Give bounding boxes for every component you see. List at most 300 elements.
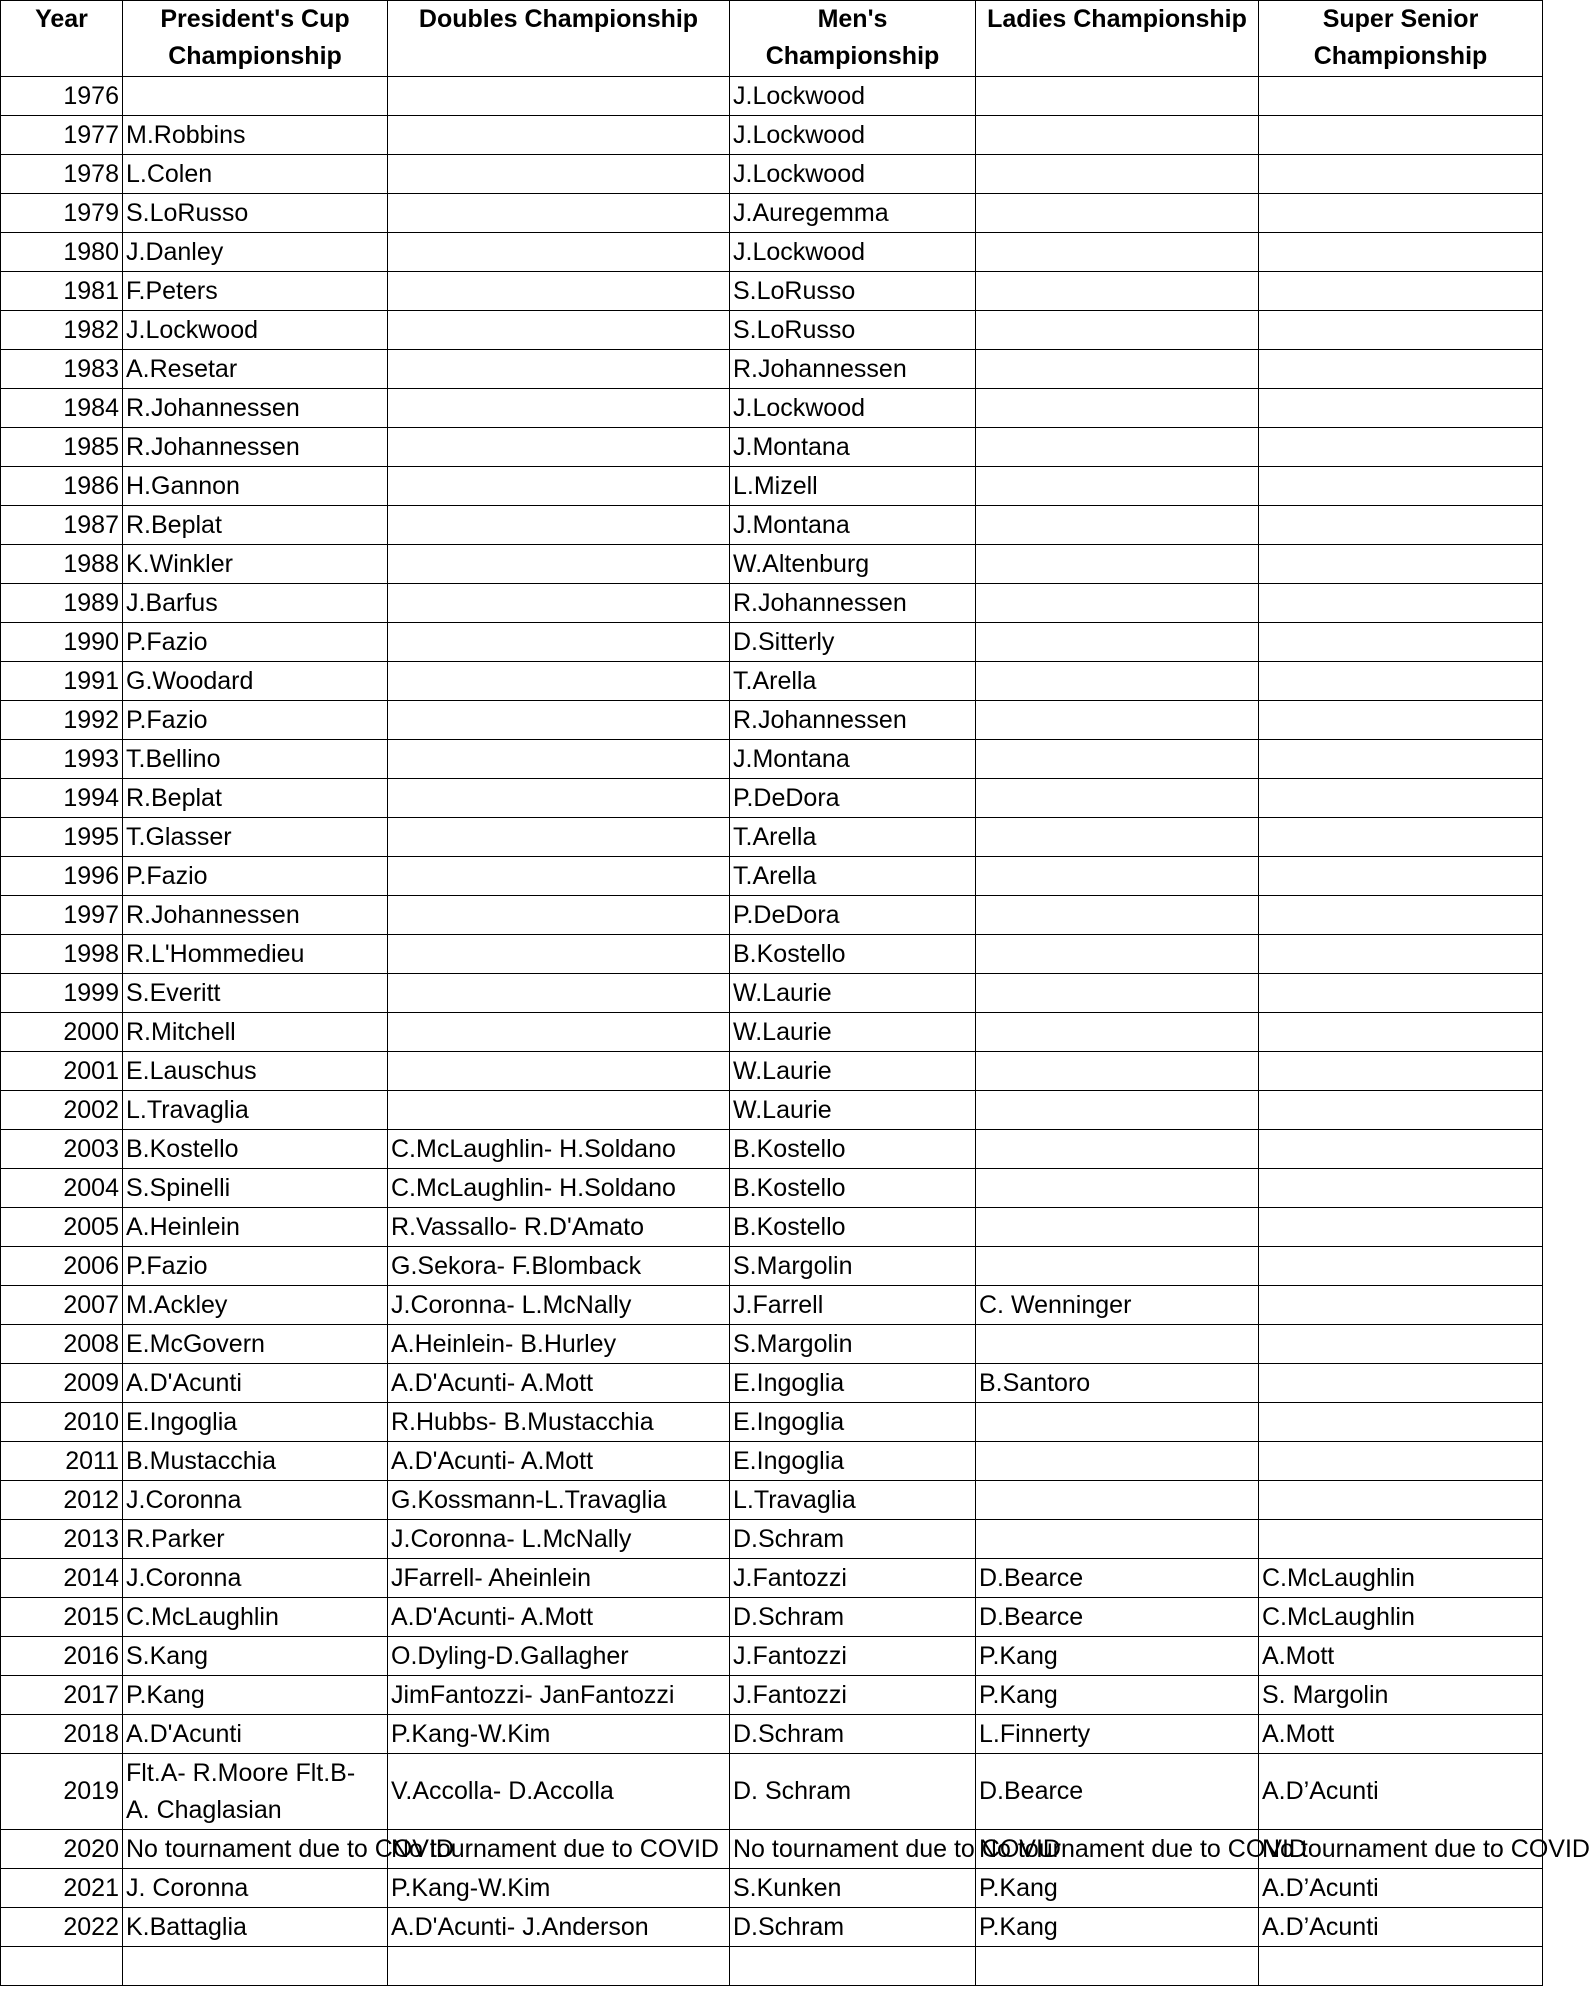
super-senior-cell (1259, 974, 1543, 1013)
super-senior-cell (1259, 740, 1543, 779)
super-senior-cell (1259, 779, 1543, 818)
mens-cell: No tournament due to COVID (730, 1830, 976, 1869)
table-row (1, 779, 1543, 818)
mens-cell: W.Altenburg (730, 545, 976, 584)
table-row (1, 1676, 1543, 1715)
table-row (1, 1869, 1543, 1908)
ladies-cell: No tournament due to COVID (976, 1830, 1259, 1869)
presidents-cup-cell: R.Parker (123, 1520, 388, 1559)
year-cell: 1977 (1, 116, 123, 155)
header-year: Year (1, 1, 123, 77)
table-row (1, 1715, 1543, 1754)
doubles-cell: A.D'Acunti- A.Mott (388, 1598, 730, 1637)
presidents-cup-cell: S.Everitt (123, 974, 388, 1013)
super-senior-cell (1259, 662, 1543, 701)
ladies-cell (976, 935, 1259, 974)
mens-cell: J.Lockwood (730, 389, 976, 428)
ladies-cell (976, 1208, 1259, 1247)
mens-cell: J.Montana (730, 506, 976, 545)
mens-cell: J.Lockwood (730, 233, 976, 272)
table-row (1, 1442, 1543, 1481)
super-senior-cell: A.D’Acunti (1259, 1908, 1543, 1947)
ladies-cell (976, 857, 1259, 896)
table-row (1, 896, 1543, 935)
mens-cell: J.Fantozzi (730, 1637, 976, 1676)
table-row (1, 1908, 1543, 1947)
ladies-cell (976, 1091, 1259, 1130)
table-row (1, 1559, 1543, 1598)
doubles-cell (388, 1091, 730, 1130)
doubles-cell (388, 77, 730, 116)
table-row (1, 1091, 1543, 1130)
ladies-cell (976, 389, 1259, 428)
doubles-cell: A.Heinlein- B.Hurley (388, 1325, 730, 1364)
doubles-cell: V.Accolla- D.Accolla (388, 1754, 730, 1830)
presidents-cup-cell: A.D'Acunti (123, 1715, 388, 1754)
table-row (1, 155, 1543, 194)
year-cell: 2013 (1, 1520, 123, 1559)
empty-row (1, 1947, 1543, 1986)
year-cell: 1984 (1, 389, 123, 428)
super-senior-cell (1259, 818, 1543, 857)
table-row (1, 428, 1543, 467)
ladies-cell (976, 584, 1259, 623)
presidents-cup-cell: M.Ackley (123, 1286, 388, 1325)
ladies-cell: B.Santoro (976, 1364, 1259, 1403)
year-cell: 1985 (1, 428, 123, 467)
table-row (1, 116, 1543, 155)
doubles-cell: J.Coronna- L.McNally (388, 1520, 730, 1559)
presidents-cup-cell: No tournament due to COVID (123, 1830, 388, 1869)
presidents-cup-cell: E.Ingoglia (123, 1403, 388, 1442)
presidents-cup-cell: R.Johannessen (123, 389, 388, 428)
presidents-cup-cell: J.Coronna (123, 1481, 388, 1520)
ladies-cell: D.Bearce (976, 1559, 1259, 1598)
mens-cell: S.Margolin (730, 1247, 976, 1286)
doubles-cell: R.Hubbs- B.Mustacchia (388, 1403, 730, 1442)
year-cell: 1992 (1, 701, 123, 740)
year-cell: 2017 (1, 1676, 123, 1715)
presidents-cup-cell: G.Woodard (123, 662, 388, 701)
mens-cell: P.DeDora (730, 779, 976, 818)
doubles-cell: A.D'Acunti- A.Mott (388, 1442, 730, 1481)
empty-cell (1, 1947, 123, 1986)
ladies-cell (976, 662, 1259, 701)
doubles-cell: P.Kang-W.Kim (388, 1715, 730, 1754)
doubles-cell (388, 116, 730, 155)
presidents-cup-cell: L.Travaglia (123, 1091, 388, 1130)
ladies-cell (976, 311, 1259, 350)
table-row (1, 506, 1543, 545)
header-doubles: Doubles Championship (388, 1, 730, 77)
table-row (1, 740, 1543, 779)
presidents-cup-cell: J.Lockwood (123, 311, 388, 350)
table-row (1, 545, 1543, 584)
year-cell: 2007 (1, 1286, 123, 1325)
doubles-cell (388, 818, 730, 857)
table-row (1, 1403, 1543, 1442)
table-header (1, 1, 1543, 77)
mens-cell: B.Kostello (730, 1130, 976, 1169)
mens-cell: R.Johannessen (730, 701, 976, 740)
year-cell: 2014 (1, 1559, 123, 1598)
doubles-cell: A.D'Acunti- J.Anderson (388, 1908, 730, 1947)
presidents-cup-cell: T.Bellino (123, 740, 388, 779)
super-senior-cell (1259, 701, 1543, 740)
ladies-cell (976, 272, 1259, 311)
year-cell: 1990 (1, 623, 123, 662)
ladies-cell: D.Bearce (976, 1598, 1259, 1637)
super-senior-cell: A.D’Acunti (1259, 1869, 1543, 1908)
table-row (1, 935, 1543, 974)
year-cell: 1996 (1, 857, 123, 896)
doubles-cell (388, 545, 730, 584)
presidents-cup-cell: J. Coronna (123, 1869, 388, 1908)
presidents-cup-cell: T.Glasser (123, 818, 388, 857)
doubles-cell: O.Dyling-D.Gallagher (388, 1637, 730, 1676)
year-cell: 2009 (1, 1364, 123, 1403)
super-senior-cell: A.D’Acunti (1259, 1754, 1543, 1830)
doubles-cell (388, 389, 730, 428)
ladies-cell (976, 1481, 1259, 1520)
ladies-cell (976, 1325, 1259, 1364)
ladies-cell (976, 545, 1259, 584)
super-senior-cell: C.McLaughlin (1259, 1559, 1543, 1598)
year-cell: 1982 (1, 311, 123, 350)
year-cell: 1995 (1, 818, 123, 857)
doubles-cell (388, 467, 730, 506)
doubles-cell (388, 428, 730, 467)
mens-cell: J.Fantozzi (730, 1559, 976, 1598)
ladies-cell: C. Wenninger (976, 1286, 1259, 1325)
super-senior-cell (1259, 77, 1543, 116)
ladies-cell (976, 428, 1259, 467)
header-presidents-cup: President's Cup Championship (123, 1, 388, 77)
year-cell: 1991 (1, 662, 123, 701)
doubles-cell: P.Kang-W.Kim (388, 1869, 730, 1908)
year-cell: 2008 (1, 1325, 123, 1364)
header-super-senior: Super Senior Championship (1259, 1, 1543, 77)
mens-cell: B.Kostello (730, 1169, 976, 1208)
ladies-cell (976, 350, 1259, 389)
mens-cell: S.Kunken (730, 1869, 976, 1908)
doubles-cell: C.McLaughlin- H.Soldano (388, 1169, 730, 1208)
ladies-cell (976, 623, 1259, 662)
mens-cell: R.Johannessen (730, 584, 976, 623)
super-senior-cell (1259, 428, 1543, 467)
doubles-cell (388, 740, 730, 779)
super-senior-cell (1259, 194, 1543, 233)
ladies-cell (976, 974, 1259, 1013)
presidents-cup-cell: A.Resetar (123, 350, 388, 389)
presidents-cup-cell: M.Robbins (123, 116, 388, 155)
year-cell: 2011 (1, 1442, 123, 1481)
super-senior-cell (1259, 1286, 1543, 1325)
ladies-cell (976, 116, 1259, 155)
doubles-cell: G.Kossmann-L.Travaglia (388, 1481, 730, 1520)
year-cell: 1994 (1, 779, 123, 818)
table-row (1, 1520, 1543, 1559)
presidents-cup-cell: Flt.A- R.Moore Flt.B- A. Chaglasian (123, 1754, 388, 1830)
mens-cell: W.Laurie (730, 1052, 976, 1091)
doubles-cell (388, 974, 730, 1013)
year-cell: 1998 (1, 935, 123, 974)
doubles-cell (388, 311, 730, 350)
doubles-cell (388, 623, 730, 662)
super-senior-cell: A.Mott (1259, 1637, 1543, 1676)
doubles-cell: R.Vassallo- R.D'Amato (388, 1208, 730, 1247)
table-row (1, 1208, 1543, 1247)
year-cell: 1999 (1, 974, 123, 1013)
ladies-cell (976, 155, 1259, 194)
table-row (1, 389, 1543, 428)
ladies-cell (976, 740, 1259, 779)
mens-cell: E.Ingoglia (730, 1403, 976, 1442)
year-cell: 1979 (1, 194, 123, 233)
table-row (1, 1481, 1543, 1520)
mens-cell: T.Arella (730, 818, 976, 857)
super-senior-cell: No tournament due to COVID (1259, 1830, 1543, 1869)
doubles-cell (388, 584, 730, 623)
empty-cell (1259, 1947, 1543, 1986)
year-cell: 1986 (1, 467, 123, 506)
year-cell: 1988 (1, 545, 123, 584)
mens-cell: R.Johannessen (730, 350, 976, 389)
ladies-cell (976, 818, 1259, 857)
table-row (1, 974, 1543, 1013)
doubles-cell: J.Coronna- L.McNally (388, 1286, 730, 1325)
presidents-cup-cell: C.McLaughlin (123, 1598, 388, 1637)
mens-cell: D.Schram (730, 1598, 976, 1637)
year-cell: 2020 (1, 1830, 123, 1869)
ladies-cell (976, 1013, 1259, 1052)
mens-cell: T.Arella (730, 857, 976, 896)
presidents-cup-cell: E.McGovern (123, 1325, 388, 1364)
table-row (1, 1364, 1543, 1403)
table-row (1, 194, 1543, 233)
header-mens: Men's Championship (730, 1, 976, 77)
doubles-cell: A.D'Acunti- A.Mott (388, 1364, 730, 1403)
table-row (1, 233, 1543, 272)
presidents-cup-cell: F.Peters (123, 272, 388, 311)
year-cell: 2018 (1, 1715, 123, 1754)
year-cell: 2010 (1, 1403, 123, 1442)
mens-cell: J.Lockwood (730, 155, 976, 194)
mens-cell: E.Ingoglia (730, 1364, 976, 1403)
ladies-cell (976, 1052, 1259, 1091)
ladies-cell (976, 1247, 1259, 1286)
empty-cell (388, 1947, 730, 1986)
doubles-cell (388, 233, 730, 272)
mens-cell: J.Montana (730, 428, 976, 467)
table-row (1, 350, 1543, 389)
presidents-cup-cell: P.Fazio (123, 701, 388, 740)
super-senior-cell (1259, 1169, 1543, 1208)
mens-cell: P.DeDora (730, 896, 976, 935)
presidents-cup-cell: J.Barfus (123, 584, 388, 623)
presidents-cup-cell: S.Spinelli (123, 1169, 388, 1208)
presidents-cup-cell (123, 77, 388, 116)
year-cell: 2001 (1, 1052, 123, 1091)
super-senior-cell (1259, 935, 1543, 974)
table-row (1, 701, 1543, 740)
super-senior-cell (1259, 116, 1543, 155)
doubles-cell: No tournament due to COVID (388, 1830, 730, 1869)
table-row (1, 1052, 1543, 1091)
year-cell: 1980 (1, 233, 123, 272)
presidents-cup-cell: P.Fazio (123, 857, 388, 896)
mens-cell: J.Montana (730, 740, 976, 779)
mens-cell: S.Margolin (730, 1325, 976, 1364)
ladies-cell (976, 506, 1259, 545)
doubles-cell (388, 857, 730, 896)
table-row (1, 1637, 1543, 1676)
header-ladies: Ladies Championship (976, 1, 1259, 77)
year-cell: 2021 (1, 1869, 123, 1908)
super-senior-cell (1259, 389, 1543, 428)
super-senior-cell (1259, 1403, 1543, 1442)
ladies-cell (976, 1403, 1259, 1442)
ladies-cell (976, 896, 1259, 935)
year-cell: 2012 (1, 1481, 123, 1520)
table-row (1, 272, 1543, 311)
mens-cell: S.LoRusso (730, 311, 976, 350)
super-senior-cell (1259, 1247, 1543, 1286)
ladies-cell (976, 701, 1259, 740)
presidents-cup-cell: A.Heinlein (123, 1208, 388, 1247)
doubles-cell (388, 155, 730, 194)
super-senior-cell (1259, 350, 1543, 389)
super-senior-cell: A.Mott (1259, 1715, 1543, 1754)
mens-cell: D. Schram (730, 1754, 976, 1830)
super-senior-cell (1259, 1481, 1543, 1520)
empty-cell (976, 1947, 1259, 1986)
table-row (1, 1169, 1543, 1208)
table-row (1, 1247, 1543, 1286)
super-senior-cell: C.McLaughlin (1259, 1598, 1543, 1637)
mens-cell: W.Laurie (730, 974, 976, 1013)
mens-cell: J.Farrell (730, 1286, 976, 1325)
presidents-cup-cell: R.Beplat (123, 779, 388, 818)
ladies-cell: P.Kang (976, 1637, 1259, 1676)
super-senior-cell (1259, 1520, 1543, 1559)
ladies-cell (976, 467, 1259, 506)
table-row (1, 311, 1543, 350)
super-senior-cell (1259, 545, 1543, 584)
year-cell: 2016 (1, 1637, 123, 1676)
doubles-cell (388, 1052, 730, 1091)
mens-cell: E.Ingoglia (730, 1442, 976, 1481)
presidents-cup-cell: K.Winkler (123, 545, 388, 584)
presidents-cup-cell: R.Mitchell (123, 1013, 388, 1052)
table-row (1, 77, 1543, 116)
super-senior-cell (1259, 1364, 1543, 1403)
presidents-cup-cell: B.Mustacchia (123, 1442, 388, 1481)
doubles-cell (388, 662, 730, 701)
doubles-cell: C.McLaughlin- H.Soldano (388, 1130, 730, 1169)
super-senior-cell (1259, 896, 1543, 935)
super-senior-cell (1259, 272, 1543, 311)
table-row (1, 1754, 1543, 1830)
mens-cell: J.Lockwood (730, 77, 976, 116)
super-senior-cell (1259, 233, 1543, 272)
super-senior-cell (1259, 1013, 1543, 1052)
presidents-cup-cell: R.Beplat (123, 506, 388, 545)
doubles-cell (388, 272, 730, 311)
table-row (1, 1830, 1543, 1869)
super-senior-cell (1259, 1052, 1543, 1091)
mens-cell: L.Mizell (730, 467, 976, 506)
doubles-cell (388, 506, 730, 545)
super-senior-cell: S. Margolin (1259, 1676, 1543, 1715)
table-row (1, 467, 1543, 506)
mens-cell: J.Auregemma (730, 194, 976, 233)
mens-cell: D.Schram (730, 1908, 976, 1947)
ladies-cell (976, 779, 1259, 818)
presidents-cup-cell: B.Kostello (123, 1130, 388, 1169)
presidents-cup-cell: J.Danley (123, 233, 388, 272)
presidents-cup-cell: P.Fazio (123, 1247, 388, 1286)
table-row (1, 662, 1543, 701)
ladies-cell (976, 1169, 1259, 1208)
year-cell: 1976 (1, 77, 123, 116)
super-senior-cell (1259, 311, 1543, 350)
presidents-cup-cell: J.Coronna (123, 1559, 388, 1598)
presidents-cup-cell: P.Kang (123, 1676, 388, 1715)
year-cell: 2002 (1, 1091, 123, 1130)
table-row (1, 1325, 1543, 1364)
ladies-cell (976, 1130, 1259, 1169)
mens-cell: T.Arella (730, 662, 976, 701)
table-row (1, 818, 1543, 857)
ladies-cell (976, 1442, 1259, 1481)
super-senior-cell (1259, 857, 1543, 896)
mens-cell: W.Laurie (730, 1091, 976, 1130)
mens-cell: D.Schram (730, 1520, 976, 1559)
table-row (1, 584, 1543, 623)
ladies-cell (976, 77, 1259, 116)
presidents-cup-cell: S.Kang (123, 1637, 388, 1676)
year-cell: 2000 (1, 1013, 123, 1052)
year-cell: 2004 (1, 1169, 123, 1208)
header-row (1, 1, 1543, 77)
super-senior-cell (1259, 1442, 1543, 1481)
super-senior-cell (1259, 1091, 1543, 1130)
super-senior-cell (1259, 467, 1543, 506)
year-cell: 2006 (1, 1247, 123, 1286)
ladies-cell (976, 1520, 1259, 1559)
super-senior-cell (1259, 623, 1543, 662)
year-cell: 2022 (1, 1908, 123, 1947)
presidents-cup-cell: S.LoRusso (123, 194, 388, 233)
year-cell: 2015 (1, 1598, 123, 1637)
year-cell: 1987 (1, 506, 123, 545)
mens-cell: W.Laurie (730, 1013, 976, 1052)
mens-cell: D.Schram (730, 1715, 976, 1754)
doubles-cell (388, 1013, 730, 1052)
presidents-cup-cell: A.D'Acunti (123, 1364, 388, 1403)
doubles-cell: JimFantozzi- JanFantozzi (388, 1676, 730, 1715)
year-cell: 1978 (1, 155, 123, 194)
year-cell: 2005 (1, 1208, 123, 1247)
ladies-cell (976, 233, 1259, 272)
year-cell: 2019 (1, 1754, 123, 1830)
ladies-cell: P.Kang (976, 1908, 1259, 1947)
presidents-cup-cell: H.Gannon (123, 467, 388, 506)
table-row (1, 1598, 1543, 1637)
presidents-cup-cell: P.Fazio (123, 623, 388, 662)
super-senior-cell (1259, 506, 1543, 545)
